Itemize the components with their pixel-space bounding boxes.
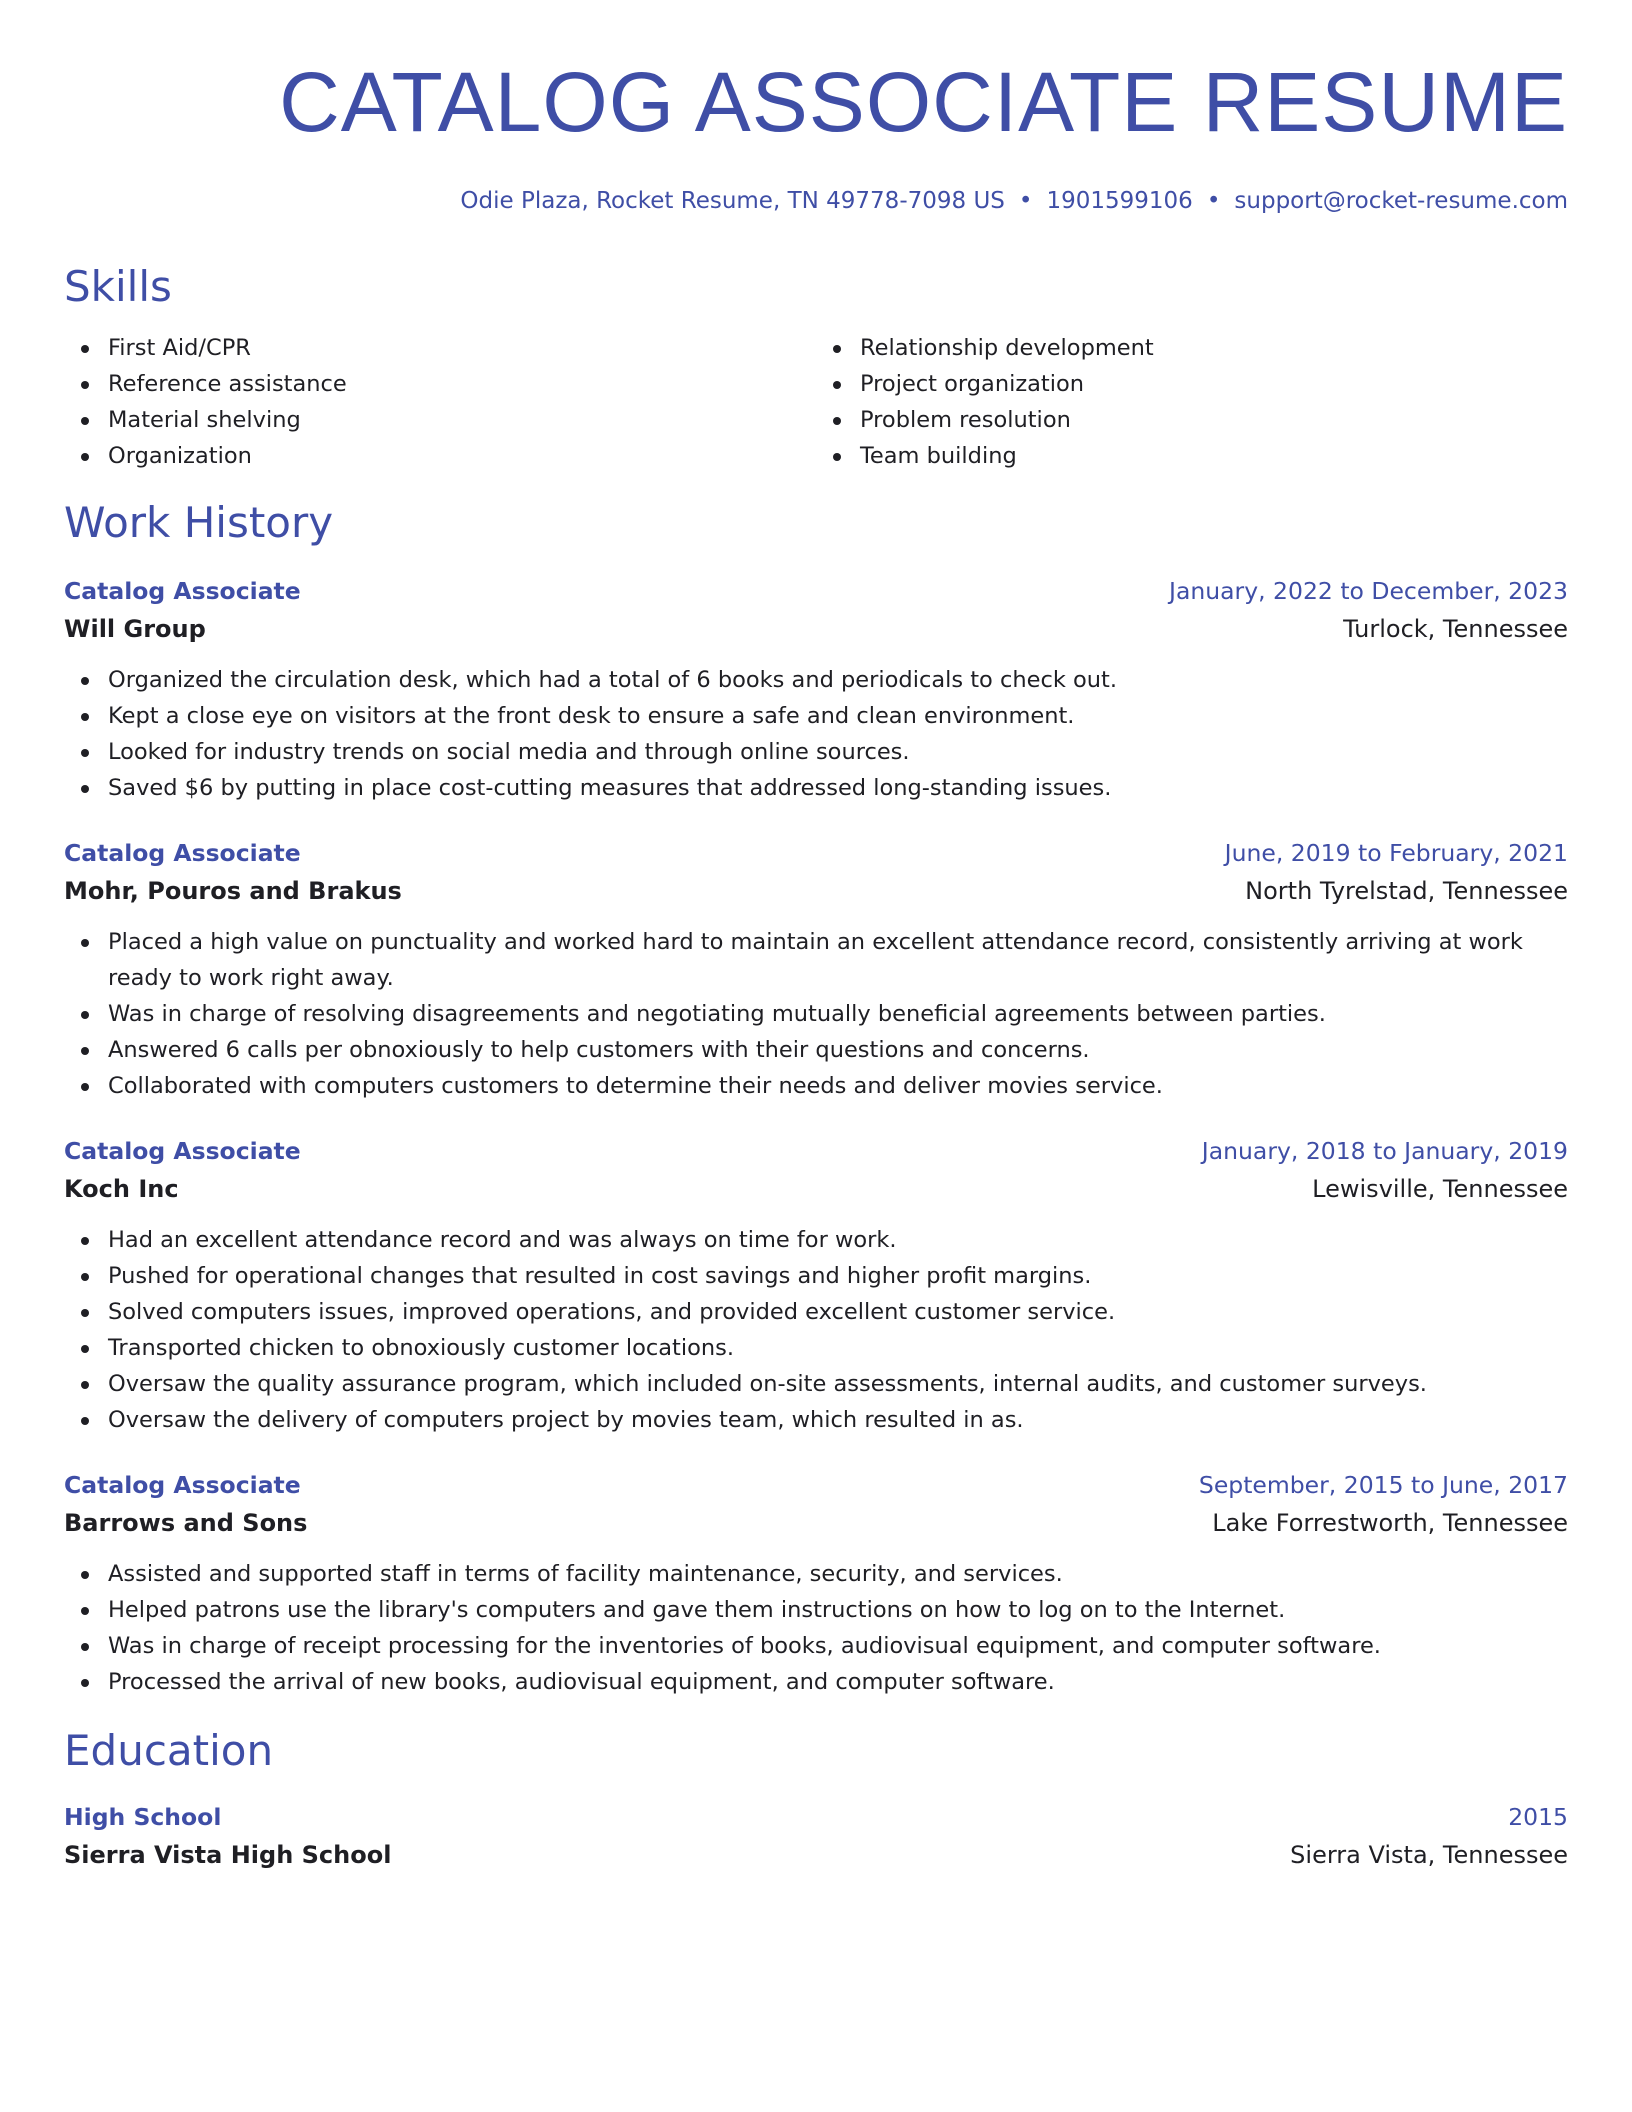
job-company-row [64, 610, 1568, 648]
skill-item: Project organization [816, 366, 1568, 402]
job-company: Barrows and Sons [64, 1509, 308, 1537]
resume-title: CATALOG ASSOCIATE RESUME [279, 55, 1568, 149]
job-bullet: Had an excellent attendance record and was always on time for work. [64, 1222, 1568, 1258]
job-dates: January, 2022 to December, 2023 [1169, 577, 1568, 605]
skill-item: Relationship development [816, 330, 1568, 366]
education-school: Sierra Vista High School [64, 1841, 392, 1869]
skill-item: Organization [64, 438, 816, 474]
job-header-row [64, 572, 1568, 610]
skills-list-left [64, 330, 816, 474]
job-company-row [64, 1170, 1568, 1208]
job-title: Catalog Associate [64, 577, 301, 605]
job-bullets [64, 924, 1568, 1104]
job-bullet: Saved $6 by putting in place cost-cutting measures that addressed long-standing issues. [64, 770, 1568, 806]
job-bullets [64, 662, 1568, 806]
job-company-row [64, 1504, 1568, 1542]
job-bullet: Helped patrons use the library's computers and gave them instructions on how to log on to the Internet. [64, 1592, 1568, 1628]
job-entry [64, 1132, 1568, 1438]
resume-header [64, 50, 1568, 216]
job-header-row [64, 1466, 1568, 1504]
job-bullet: Oversaw the quality assurance program, which included on-site assessments, internal audits, and customer surveys. [64, 1366, 1568, 1402]
job-title: Catalog Associate [64, 1137, 301, 1165]
job-bullet: Kept a close eye on visitors at the front desk to ensure a safe and clean environment. [64, 698, 1568, 734]
job-bullet: Solved computers issues, improved operations, and provided excellent customer service. [64, 1294, 1568, 1330]
education-location: Sierra Vista, Tennessee [1290, 1841, 1568, 1869]
job-title: Catalog Associate [64, 1471, 301, 1499]
job-bullets [64, 1222, 1568, 1438]
job-bullet: Assisted and supported staff in terms of facility maintenance, security, and services. [64, 1556, 1568, 1592]
job-bullet: Pushed for operational changes that resulted in cost savings and higher profit margins. [64, 1258, 1568, 1294]
work-history-section [64, 496, 1568, 1700]
job-bullet: Was in charge of receipt processing for the inventories of books, audiovisual equipment, and computer software. [64, 1628, 1568, 1664]
contact-email: support@rocket-resume.com [1234, 188, 1568, 214]
job-bullet: Organized the circulation desk, which had a total of 6 books and periodicals to check out. [64, 662, 1568, 698]
job-location: Turlock, Tennessee [1343, 615, 1568, 643]
job-entry [64, 834, 1568, 1104]
job-header-row [64, 1132, 1568, 1170]
job-entry [64, 1466, 1568, 1700]
job-location: Lake Forrestworth, Tennessee [1212, 1509, 1568, 1537]
job-entry [64, 572, 1568, 806]
job-dates: January, 2018 to January, 2019 [1201, 1137, 1568, 1165]
job-bullet: Processed the arrival of new books, audiovisual equipment, and computer software. [64, 1664, 1568, 1700]
skill-item: First Aid/CPR [64, 330, 816, 366]
skill-item: Material shelving [64, 402, 816, 438]
job-dates: June, 2019 to February, 2021 [1224, 839, 1568, 867]
contact-phone: 1901599106 [1046, 188, 1193, 214]
education-school-row [64, 1836, 1568, 1874]
education-entry [64, 1798, 1568, 1874]
skills-grid [64, 330, 1568, 474]
contact-address: Odie Plaza, Rocket Resume, TN 49778-7098 US [460, 188, 1005, 214]
education-heading: Education [64, 1726, 274, 1775]
job-dates: September, 2015 to June, 2017 [1198, 1471, 1568, 1499]
education-header-row [64, 1798, 1568, 1836]
job-bullet: Looked for industry trends on social media and through online sources. [64, 734, 1568, 770]
job-company: Mohr, Pouros and Brakus [64, 877, 402, 905]
skills-list-right [816, 330, 1568, 474]
job-company: Will Group [64, 615, 206, 643]
job-bullet: Transported chicken to obnoxiously customer locations. [64, 1330, 1568, 1366]
skills-section [64, 260, 1568, 474]
job-bullet: Was in charge of resolving disagreements and negotiating mutually beneficial agreements between parties. [64, 996, 1568, 1032]
education-degree: High School [64, 1803, 222, 1831]
skills-heading: Skills [64, 262, 172, 311]
education-section [64, 1724, 1568, 1874]
skill-item: Team building [816, 438, 1568, 474]
education-year: 2015 [1508, 1803, 1568, 1831]
job-title: Catalog Associate [64, 839, 301, 867]
skill-item: Problem resolution [816, 402, 1568, 438]
job-company: Koch Inc [64, 1175, 179, 1203]
skill-item: Reference assistance [64, 366, 816, 402]
job-bullet: Oversaw the delivery of computers project by movies team, which resulted in as. [64, 1402, 1568, 1438]
job-bullet: Answered 6 calls per obnoxiously to help customers with their questions and concerns. [64, 1032, 1568, 1068]
contact-separator: • [1018, 188, 1033, 214]
job-bullet: Collaborated with computers customers to determine their needs and deliver movies service. [64, 1068, 1568, 1104]
job-location: North Tyrelstad, Tennessee [1245, 877, 1568, 905]
job-bullets [64, 1556, 1568, 1700]
job-header-row [64, 834, 1568, 872]
job-location: Lewisville, Tennessee [1312, 1175, 1568, 1203]
contact-separator: • [1206, 188, 1221, 214]
work-history-heading: Work History [64, 498, 334, 547]
contact-line [64, 186, 1568, 216]
job-bullet: Placed a high value on punctuality and worked hard to maintain an excellent attendance record, consistently arriving at work ready to work right away. [64, 924, 1568, 996]
job-company-row [64, 872, 1568, 910]
